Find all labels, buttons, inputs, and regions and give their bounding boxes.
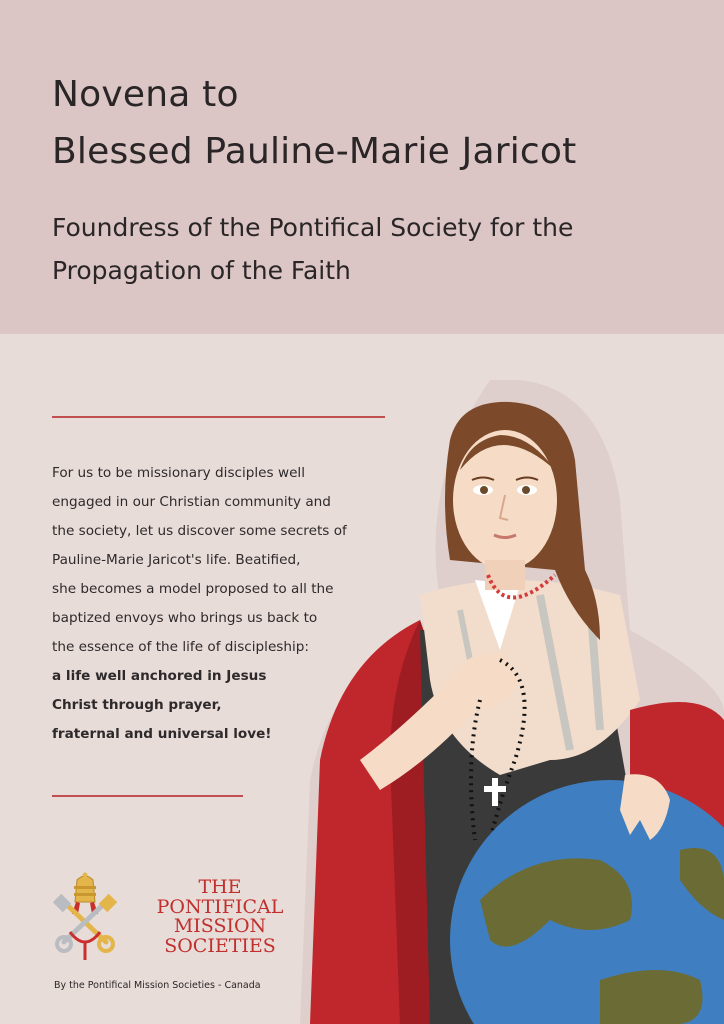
body-line: baptized envoys who brings us back to [52, 610, 318, 626]
body-line: the essence of the life of discipleship: [52, 639, 309, 655]
logo-line-4: SOCIETIES [164, 934, 276, 957]
body-line: the society, let us discover some secrets of [52, 523, 347, 539]
body-bold-line: fraternal and universal love! [52, 726, 272, 742]
pauline-marie-jaricot-illustration [300, 380, 724, 1024]
header-band [0, 0, 724, 334]
logo-line-3: MISSION [173, 915, 267, 937]
subtitle-line-1: Foundress of the Pontifical Society for the [52, 213, 574, 242]
bottom-divider [52, 795, 243, 797]
body-line: For us to be missionary disciples well [52, 465, 305, 481]
subtitle-line-2: Propagation of the Faith [52, 256, 351, 285]
page-title [52, 66, 576, 180]
papal-crest-icon [50, 872, 120, 962]
credit-line: By the Pontifical Mission Societies - Canada [54, 980, 261, 991]
body-bold-line: Christ through prayer, [52, 697, 222, 713]
body-line: engaged in our Christian community and [52, 494, 331, 510]
logo-line-2: PONTIFICAL [156, 895, 284, 918]
body-bold-line: a life well anchored in Jesus [52, 668, 267, 684]
body-line: she becomes a model proposed to all the [52, 581, 334, 597]
title-line-1: Novena to [52, 74, 239, 115]
page-subtitle [52, 206, 692, 292]
logo-wordmark [150, 878, 290, 956]
pms-logo [50, 872, 290, 962]
logo-line-1: THE [198, 876, 242, 898]
body-line: Pauline-Marie Jaricot's life. Beatified, [52, 552, 301, 568]
face [453, 430, 557, 570]
title-line-2: Blessed Pauline-Marie Jaricot [52, 131, 577, 172]
